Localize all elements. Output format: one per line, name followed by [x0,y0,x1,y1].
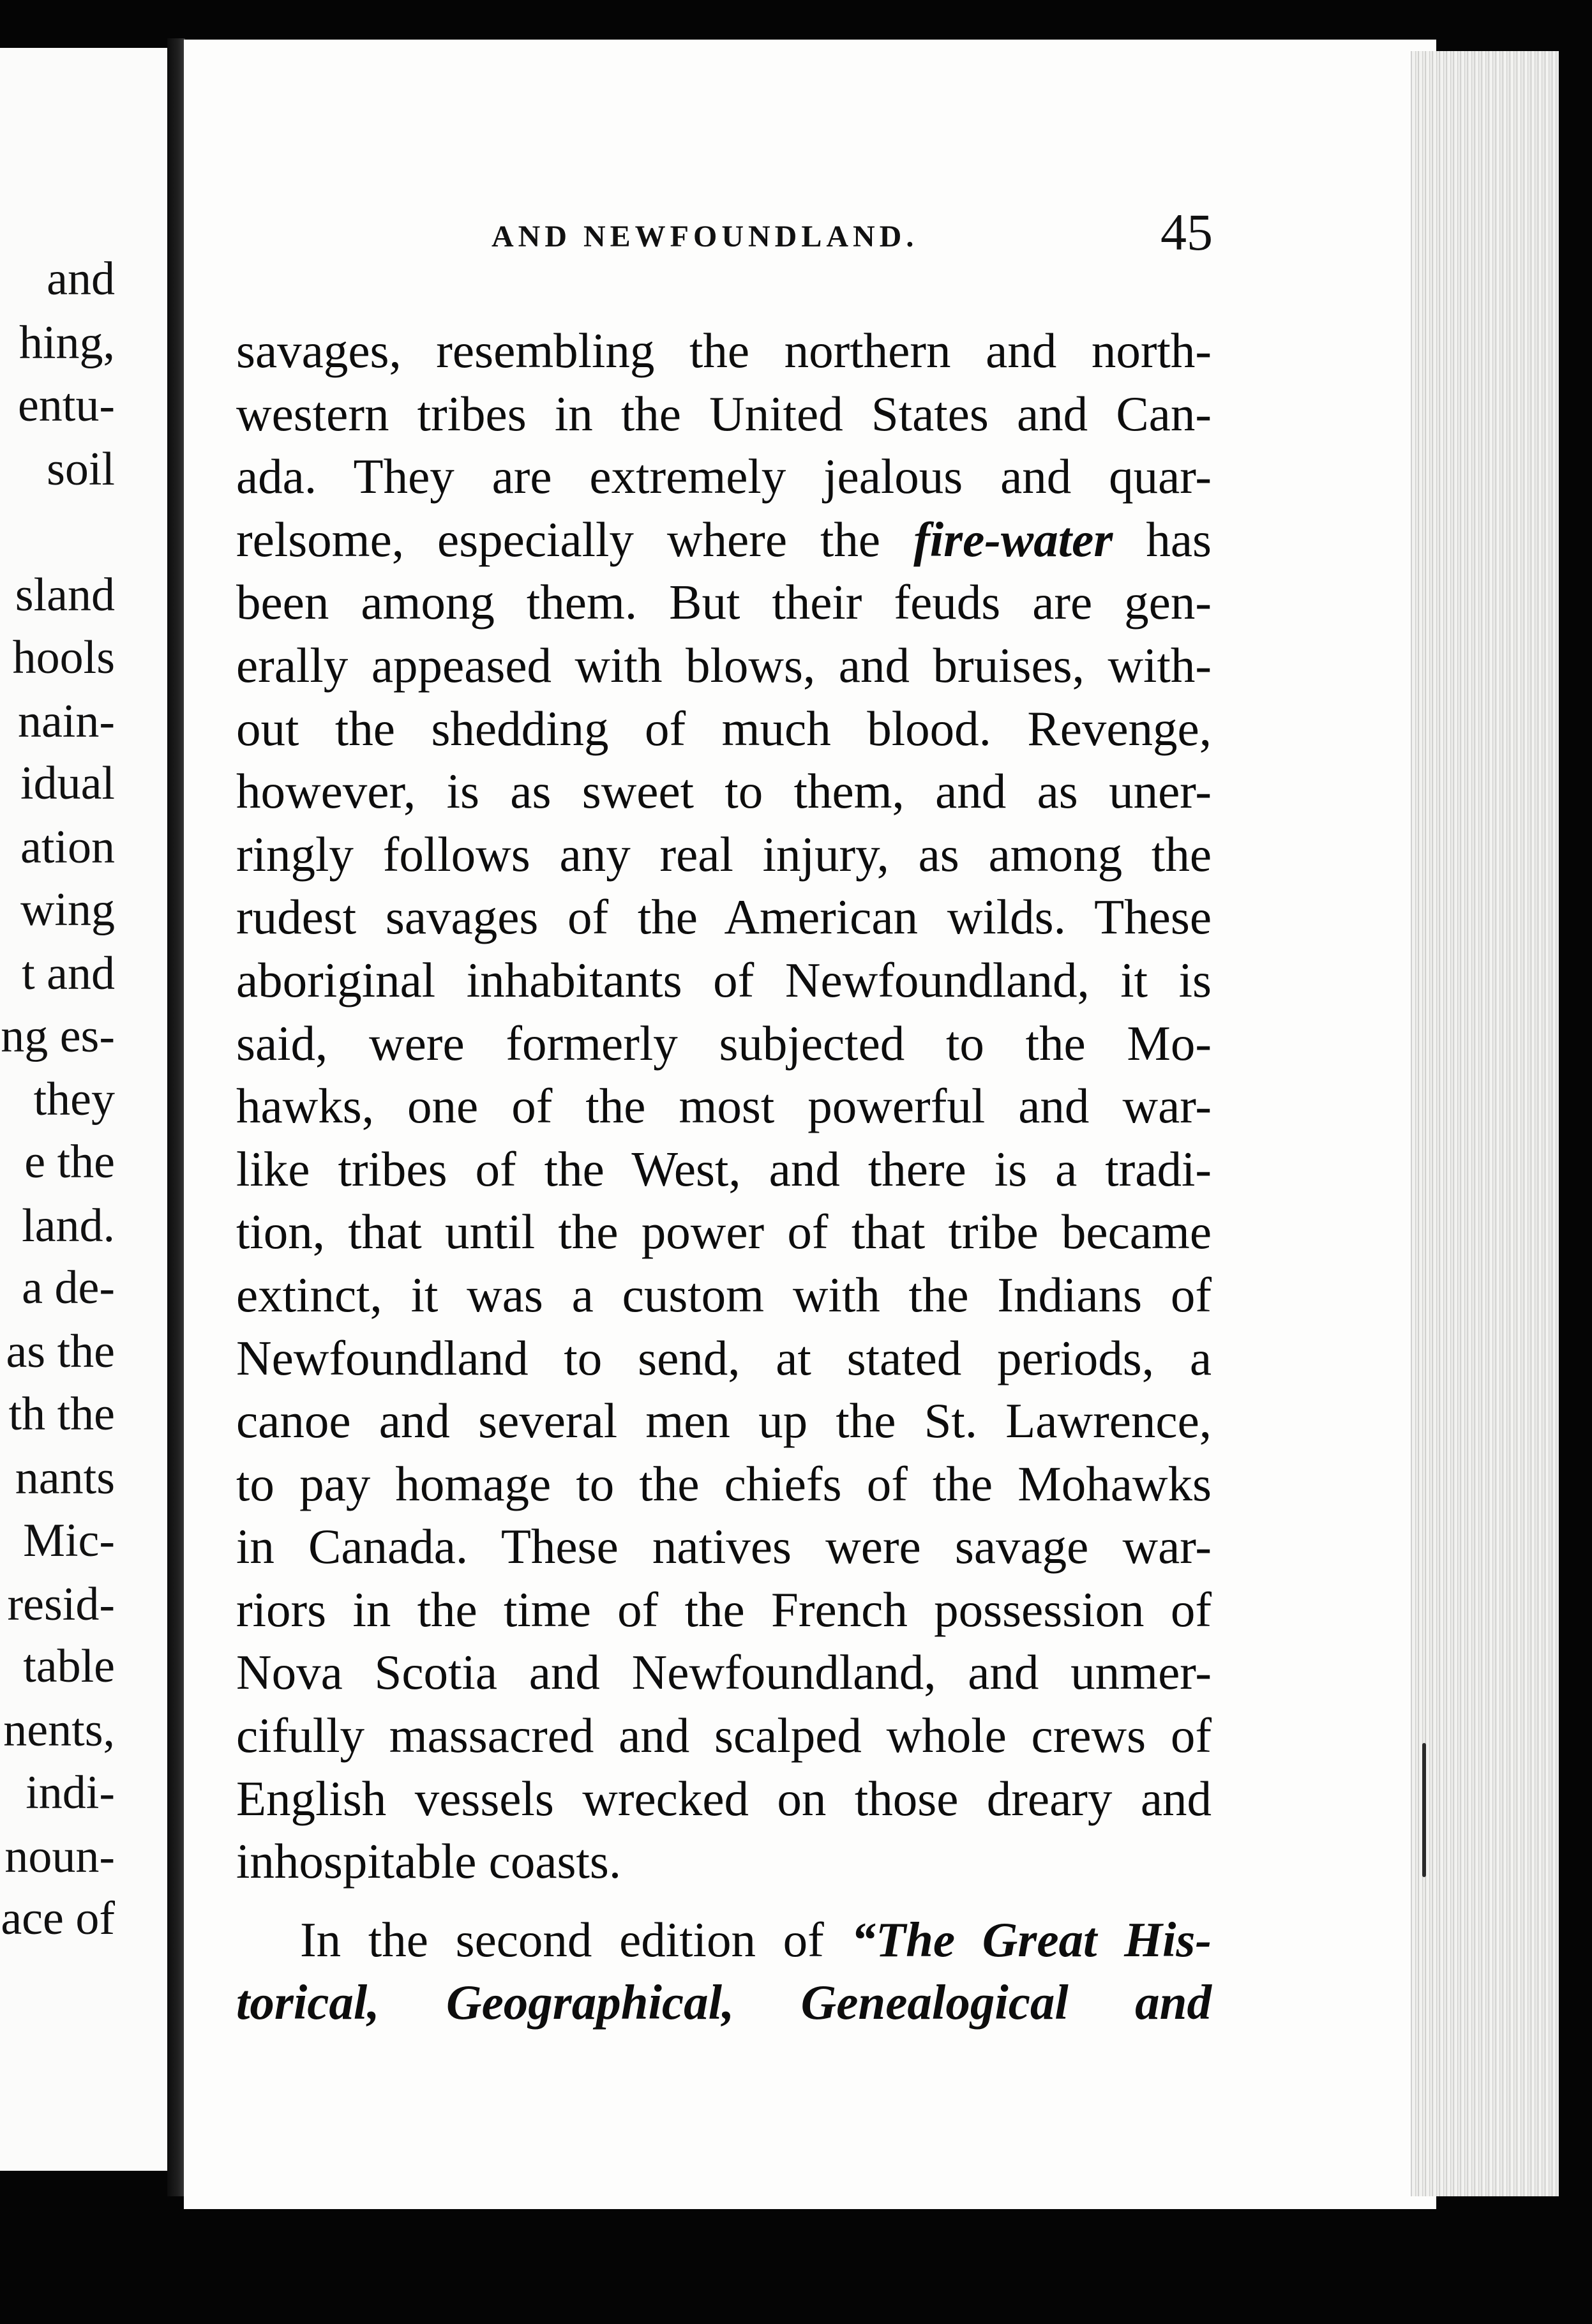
line-text: has [1113,511,1212,567]
text-line: like tribes of the West, and there is a tradi- [236,1141,1212,1196]
edge-mark [1422,1743,1426,1877]
text-line: cifully massacred and scalped whole crews of [236,1708,1212,1763]
text-line: Newfoundland to send, at stated periods, a [236,1330,1212,1385]
left-page-line-fragment: ation [20,821,115,873]
left-page-line-fragment: e the [24,1136,115,1188]
line-text: relsome, especially where the [236,511,914,567]
left-page-line-fragment: idual [20,757,115,810]
text-line: to pay homage to the chiefs of the Mohawks [236,1456,1212,1511]
left-page-line-fragment: t and [22,947,115,1000]
left-page-line-fragment: hools [12,631,115,684]
text-line: ringly follows any real injury, as among the [236,826,1212,882]
text-line: said, were formerly subjected to the Mo- [236,1015,1212,1071]
running-head [306,195,1226,265]
left-page-line-fragment: soil [47,443,115,495]
text-line: tion, that until the power of that tribe became [236,1204,1212,1260]
left-page-line-fragment: table [23,1640,115,1693]
left-page-line-fragment: indi- [26,1767,115,1819]
left-page-line-fragment: and [47,253,115,305]
left-page-line-fragment: they [33,1073,115,1126]
paragraph-gap [236,1893,1212,1908]
left-page-line-fragment: nents, [3,1704,115,1756]
text-line: however, is as sweet to them, and as uner- [236,764,1212,819]
italic-title: “The Great His- [851,1912,1212,1967]
left-page-line-fragment: th the [8,1388,115,1440]
left-page-line-fragment: a de- [22,1262,115,1314]
text-line: hawks, one of the most powerful and war- [236,1078,1212,1134]
text-line: Nova Scotia and Newfoundland, and unmer- [236,1645,1212,1700]
text-line: riors in the time of the French possession of [236,1581,1212,1637]
left-page-line-fragment: Mic- [23,1514,115,1567]
text-line: out the shedding of much blood. Revenge, [236,700,1212,756]
left-page-line-fragment: as the [6,1325,115,1378]
left-page-line-fragment: ng es- [1,1010,115,1062]
book-gutter [167,38,185,2196]
text-line: extinct, it was a custom with the Indians of [236,1267,1212,1322]
left-page-line-fragment: sland [15,569,115,621]
line-text: In the second edition of [300,1912,852,1967]
text-line: western tribes in the United States and Can- [236,386,1212,441]
left-page-line-fragment: hing, [19,317,115,369]
page-body [236,319,1212,2034]
paragraph-end-line: inhospitable coasts. [236,1834,622,1889]
running-head-title: AND NEWFOUNDLAND. [492,220,919,253]
text-line: aboriginal inhabitants of Newfoundland, it is [236,952,1212,1007]
left-page-line-fragment: noun- [4,1830,115,1883]
text-line: erally appeased with blows, and bruises, with- [236,637,1212,693]
left-page-line-fragment: resid- [7,1578,115,1631]
left-page-line-fragment: wing [20,884,115,936]
left-page-line-fragment: nain- [17,695,115,748]
left-page-line-fragment: ace of [1,1892,115,1945]
text-line-with-italic [236,508,1212,571]
text-line: English vessels wrecked on those dreary and [236,1770,1212,1826]
italic-phrase: fire-water [913,511,1113,567]
left-page-line-fragment: nants [15,1452,115,1504]
text-line: in Canada. These natives were savage war- [236,1519,1212,1574]
second-paragraph-line-2: torical, Geographical, Genealogical and [236,1975,1212,2030]
text-line: been among them. But their feuds are gen- [236,575,1212,630]
page-edges [1411,51,1559,2196]
text-line: ada. They are extremely jealous and quar- [236,449,1212,504]
text-line: rudest savages of the American wilds. These [236,889,1212,945]
left-page-line-fragment: entu- [17,379,115,432]
page-number: 45 [1160,203,1213,261]
left-page-line-fragment: land. [22,1200,115,1252]
text-line: canoe and several men up the St. Lawrence, [236,1393,1212,1449]
text-line: savages, resembling the northern and north- [236,323,1212,378]
left-facing-page [0,48,171,2171]
second-paragraph-line-1 [236,1908,1212,1972]
